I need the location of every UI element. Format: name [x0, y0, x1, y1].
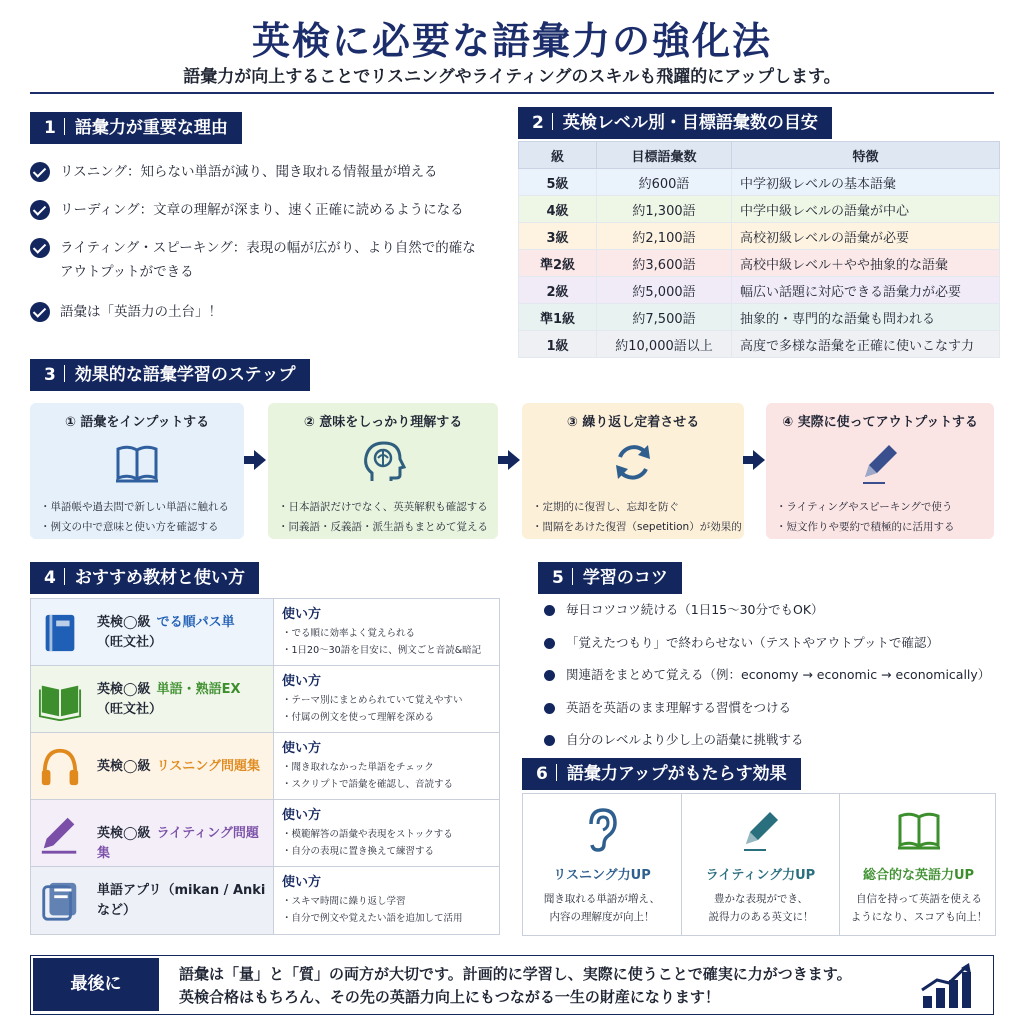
effect-title: ライティング力UP — [705, 868, 816, 883]
bullet-dot-icon — [544, 605, 555, 616]
material-name-accent: ライティング問題集 — [97, 826, 259, 861]
step-card — [268, 403, 498, 539]
page-subtitle: 語彙力が向上することでリスニングやライティングのスキルも飛躍的にアップします。 — [183, 67, 841, 87]
table-cell-level: 2級 — [519, 277, 597, 304]
growth-chart-icon — [919, 962, 975, 1010]
conclusion-line: 語彙は「量」と「質」の両方が大切です。計画的に学習し、実際に使うことで確実に力がつきます。 — [179, 965, 852, 983]
tip-text: 毎日コツコツ続ける（1日15〜30分でもOK） — [566, 602, 824, 617]
table-row — [519, 304, 1000, 331]
effect-card — [839, 794, 997, 935]
step-bullets — [278, 497, 488, 537]
step-bullet: ・定期的に復習し、忘却を防ぐ — [532, 501, 679, 513]
arrow-right-icon — [254, 450, 266, 470]
step-title: ① 語彙をインプットする — [64, 415, 210, 430]
material-usage — [273, 599, 501, 665]
material-row — [31, 800, 499, 867]
material-row — [31, 867, 499, 934]
page-title: 英検に必要な語彙力の強化法 — [251, 19, 772, 63]
heading-divider — [64, 568, 65, 585]
material-usage — [273, 666, 501, 732]
material-info — [31, 867, 273, 934]
tip-item — [542, 698, 1002, 731]
conclusion-box — [30, 955, 994, 1015]
section5-title: 学習のコツ — [582, 568, 668, 588]
step-bullets — [776, 497, 976, 537]
step-title: ④ 実際に使ってアウトプットする — [782, 415, 978, 430]
section3-number: 3 — [44, 365, 56, 385]
step-card — [522, 403, 744, 539]
material-name — [97, 757, 269, 777]
usage-label: 使い方 — [282, 607, 322, 622]
tip-text: 関連語をまとめて覚える（例：economy → economic → economically） — [566, 667, 991, 682]
table-cell-words: 約7,500語 — [597, 304, 732, 331]
table-cell-words: 約600語 — [597, 169, 732, 196]
levels-table — [518, 141, 1000, 358]
usage-label: 使い方 — [282, 741, 322, 756]
brain-head-icon — [358, 437, 408, 487]
material-name-accent: でる順パス単 — [156, 615, 235, 630]
effect-description — [527, 890, 677, 926]
usage-label: 使い方 — [282, 808, 322, 823]
tip-text: 「覚えたつもり」で終わらせない（テストやアウトプットで確認） — [566, 634, 939, 650]
section2-heading — [518, 107, 832, 139]
table-row — [519, 331, 1000, 358]
material-name-main: 英検◯級 — [97, 615, 151, 630]
material-info — [31, 599, 273, 665]
material-publisher: （旺文社） — [97, 635, 163, 650]
effect-line: 聞き取れる単語が増え、 — [543, 893, 661, 905]
tip-text: 英語を英語のまま理解する習慣をつける — [566, 699, 792, 715]
effect-title: リスニング力UP — [553, 868, 651, 883]
reason-text-continued: アウトプットができる — [60, 264, 194, 280]
reason-item — [30, 160, 500, 184]
table-cell-feature: 高校初級レベルの語彙が必要 — [732, 223, 1000, 250]
table-cell-level: 1級 — [519, 331, 597, 358]
heading-divider — [64, 118, 65, 135]
table-row — [519, 169, 1000, 196]
section5-number: 5 — [552, 568, 564, 588]
table-cell-words: 約2,100語 — [597, 223, 732, 250]
material-name — [97, 613, 269, 653]
arrow-right-icon — [508, 450, 520, 470]
usage-line: ・自分で例文や覚えたい語を追加して活用 — [282, 913, 463, 924]
table-cell-feature: 抽象的・専門的な語彙も問われる — [732, 304, 1000, 331]
section4-title: おすすめ教材と使い方 — [74, 568, 246, 588]
table-cell-level: 4級 — [519, 196, 597, 223]
table-cell-level: 準1級 — [519, 304, 597, 331]
material-name-main: 英検◯級 — [97, 826, 151, 841]
material-usage — [273, 867, 501, 934]
step-bullet: ・間隔をあけた復習（sepetition）が効果的 — [532, 521, 742, 533]
conclusion-label: 最後に — [33, 958, 159, 1011]
conclusion-text — [179, 963, 899, 1009]
table-cell-words: 約3,600語 — [597, 250, 732, 277]
reason-text: リーディング：文章の理解が深まり、速く正確に読めるようになる — [60, 202, 464, 218]
step-bullet: ・同義語・反義語・派生語もまとめて覚える — [278, 521, 488, 533]
effect-title: 総合的な英語力UP — [862, 868, 975, 883]
usage-label: 使い方 — [282, 875, 322, 890]
usage-line: ・自分の表現に置き換えて練習する — [282, 846, 435, 857]
step-bullet: ・例文の中で意味と使い方を確認する — [40, 521, 219, 533]
effect-line: 豊かな表現ができ、 — [713, 893, 809, 905]
effect-card — [523, 794, 681, 935]
table-row — [519, 196, 1000, 223]
reason-text: リスニング：知らない単語が減り、聞き取れる情報量が増える — [60, 164, 438, 180]
step-title: ② 意味をしっかり理解する — [303, 415, 463, 430]
bullet-dot-icon — [544, 735, 555, 746]
usage-line: ・模範解答の語彙や表現をストックする — [282, 829, 453, 840]
reason-text: 語彙は「英語力の土台」！ — [60, 304, 222, 320]
material-publisher: など） — [97, 903, 137, 918]
reasons-list — [30, 160, 500, 338]
section1-heading — [30, 112, 242, 144]
section4-heading — [30, 562, 259, 594]
material-usage — [273, 733, 501, 799]
material-name-main: 英検◯級 — [97, 682, 151, 697]
section3-heading — [30, 359, 310, 391]
material-usage — [273, 800, 501, 866]
usage-line: ・テーマ別にまとめられていて覚えやすい — [282, 695, 463, 706]
material-name — [97, 824, 269, 864]
table-cell-words: 約5,000語 — [597, 277, 732, 304]
reason-item — [30, 300, 500, 324]
bullet-dot-icon — [544, 703, 555, 714]
material-name-main: 英検◯級 — [97, 759, 151, 774]
pencil-icon — [37, 812, 83, 856]
step-card — [30, 403, 244, 539]
check-circle-icon — [30, 238, 50, 258]
material-row — [31, 666, 499, 733]
bullet-dot-icon — [544, 670, 555, 681]
table-header-row — [519, 142, 1000, 169]
table-cell-level: 5級 — [519, 169, 597, 196]
section4-number: 4 — [44, 568, 56, 588]
usage-line: ・スキマ時間に繰り返し学習 — [282, 896, 406, 907]
check-circle-icon — [30, 302, 50, 322]
header-divider — [30, 92, 994, 94]
table-cell-feature: 中学中級レベルの語彙が中心 — [732, 196, 1000, 223]
usage-line: ・でる順に効率よく覚えられる — [282, 628, 416, 639]
book-icon — [894, 804, 944, 854]
step-bullets — [532, 497, 742, 537]
reason-text: ライティング・スピーキング：表現の幅が広がり、より自然で的確な — [60, 240, 476, 256]
usage-label: 使い方 — [282, 674, 322, 689]
reason-item — [30, 236, 500, 284]
table-cell-feature: 幅広い話題に対応できる語彙力が必要 — [732, 277, 1000, 304]
materials-list — [30, 598, 500, 935]
tip-item — [542, 665, 1002, 698]
table-row — [519, 250, 1000, 277]
book-icon — [112, 437, 162, 487]
effect-card — [681, 794, 839, 935]
step-bullet: ・単語帳や過去問で新しい単語に触れる — [40, 501, 229, 513]
section1-title: 語彙力が重要な理由 — [74, 118, 228, 138]
table-cell-feature: 高度で多様な語彙を正確に使いこなす力 — [732, 331, 1000, 358]
material-name-main: 単語アプリ（mikan / Anki — [97, 883, 266, 898]
material-info — [31, 733, 273, 799]
table-cell-level: 準2級 — [519, 250, 597, 277]
material-name-accent: 単語・熟語EX — [156, 682, 241, 697]
tips-list — [542, 600, 1002, 763]
column-header-feature: 特徴 — [732, 142, 1000, 169]
material-row — [31, 733, 499, 800]
step-bullet: ・ライティングやスピーキングで使う — [776, 501, 953, 513]
heading-divider — [64, 365, 65, 382]
effect-line: ようになり、スコアも向上！ — [850, 911, 988, 923]
table-cell-words: 約10,000語以上 — [597, 331, 732, 358]
table-row — [519, 223, 1000, 250]
table-cell-feature: 中学初級レベルの基本語彙 — [732, 169, 1000, 196]
header — [0, 0, 1024, 96]
heading-divider — [572, 568, 573, 585]
section6-number: 6 — [536, 764, 548, 784]
effect-line: 説得力のある英文に！ — [708, 911, 814, 923]
ear-icon — [577, 804, 627, 854]
table-cell-words: 約1,300語 — [597, 196, 732, 223]
arrow-right-icon — [753, 450, 765, 470]
material-info — [31, 800, 273, 866]
effect-description — [686, 890, 836, 926]
column-header-words: 目標語彙数 — [597, 142, 732, 169]
usage-line: ・スクリプトで語彙を確認し、音読する — [282, 779, 454, 790]
material-info — [31, 666, 273, 732]
section2-number: 2 — [532, 113, 544, 133]
material-publisher: （旺文社） — [97, 702, 163, 717]
pen-icon — [736, 804, 786, 854]
check-circle-icon — [30, 162, 50, 182]
step-card — [766, 403, 994, 539]
cycle-icon — [608, 437, 658, 487]
section3-title: 効果的な語彙学習のステップ — [74, 365, 296, 385]
effect-line: 自信を持って英語を使える — [856, 893, 982, 905]
material-name — [97, 680, 269, 720]
step-bullet: ・日本語訳だけでなく、英英解釈も確認する — [278, 501, 488, 513]
material-name-accent: リスニング問題集 — [156, 759, 261, 774]
effects-panel — [522, 793, 996, 936]
usage-line: ・付属の例文を使って理解を深める — [282, 712, 435, 723]
table-cell-feature: 高校中級レベル＋やや抽象的な語彙 — [732, 250, 1000, 277]
column-header-level: 級 — [519, 142, 597, 169]
tip-text: 自分のレベルより少し上の語彙に挑戦する — [566, 732, 804, 747]
heading-divider — [556, 764, 557, 781]
app-icon — [37, 879, 83, 923]
effect-line: 内容の理解度が向上！ — [549, 911, 655, 923]
table-cell-level: 3級 — [519, 223, 597, 250]
section6-heading — [522, 758, 801, 790]
step-title: ③ 繰り返し定着させる — [566, 415, 700, 430]
table-row — [519, 277, 1000, 304]
bullet-dot-icon — [544, 638, 555, 649]
check-circle-icon — [30, 200, 50, 220]
section5-heading — [538, 562, 682, 594]
conclusion-line: 英検合格はもちろん、その先の英語力向上にもつながる一生の財産になります！ — [179, 988, 720, 1006]
pen-icon — [855, 437, 905, 487]
section1-number: 1 — [44, 118, 56, 138]
headphones-icon — [37, 745, 83, 789]
reason-item — [30, 198, 500, 222]
notebook-icon — [37, 611, 83, 655]
material-row — [31, 599, 499, 666]
open-book-icon — [37, 678, 83, 722]
usage-line: ・聞き取れなかった単語をチェック — [282, 762, 434, 773]
section6-title: 語彙力アップがもたらす効果 — [566, 764, 787, 784]
step-bullets — [40, 497, 240, 537]
tip-item — [542, 600, 1002, 633]
step-bullet: ・短文作りや要約で積極的に活用する — [776, 521, 955, 533]
section2-title: 英検レベル別・目標語彙数の目安 — [562, 113, 818, 133]
effect-description — [844, 890, 994, 926]
usage-line: ・1日20〜30語を目安に、例文ごと音読&暗記 — [282, 645, 482, 656]
material-name — [97, 881, 269, 921]
tip-item — [542, 633, 1002, 666]
heading-divider — [552, 113, 553, 130]
